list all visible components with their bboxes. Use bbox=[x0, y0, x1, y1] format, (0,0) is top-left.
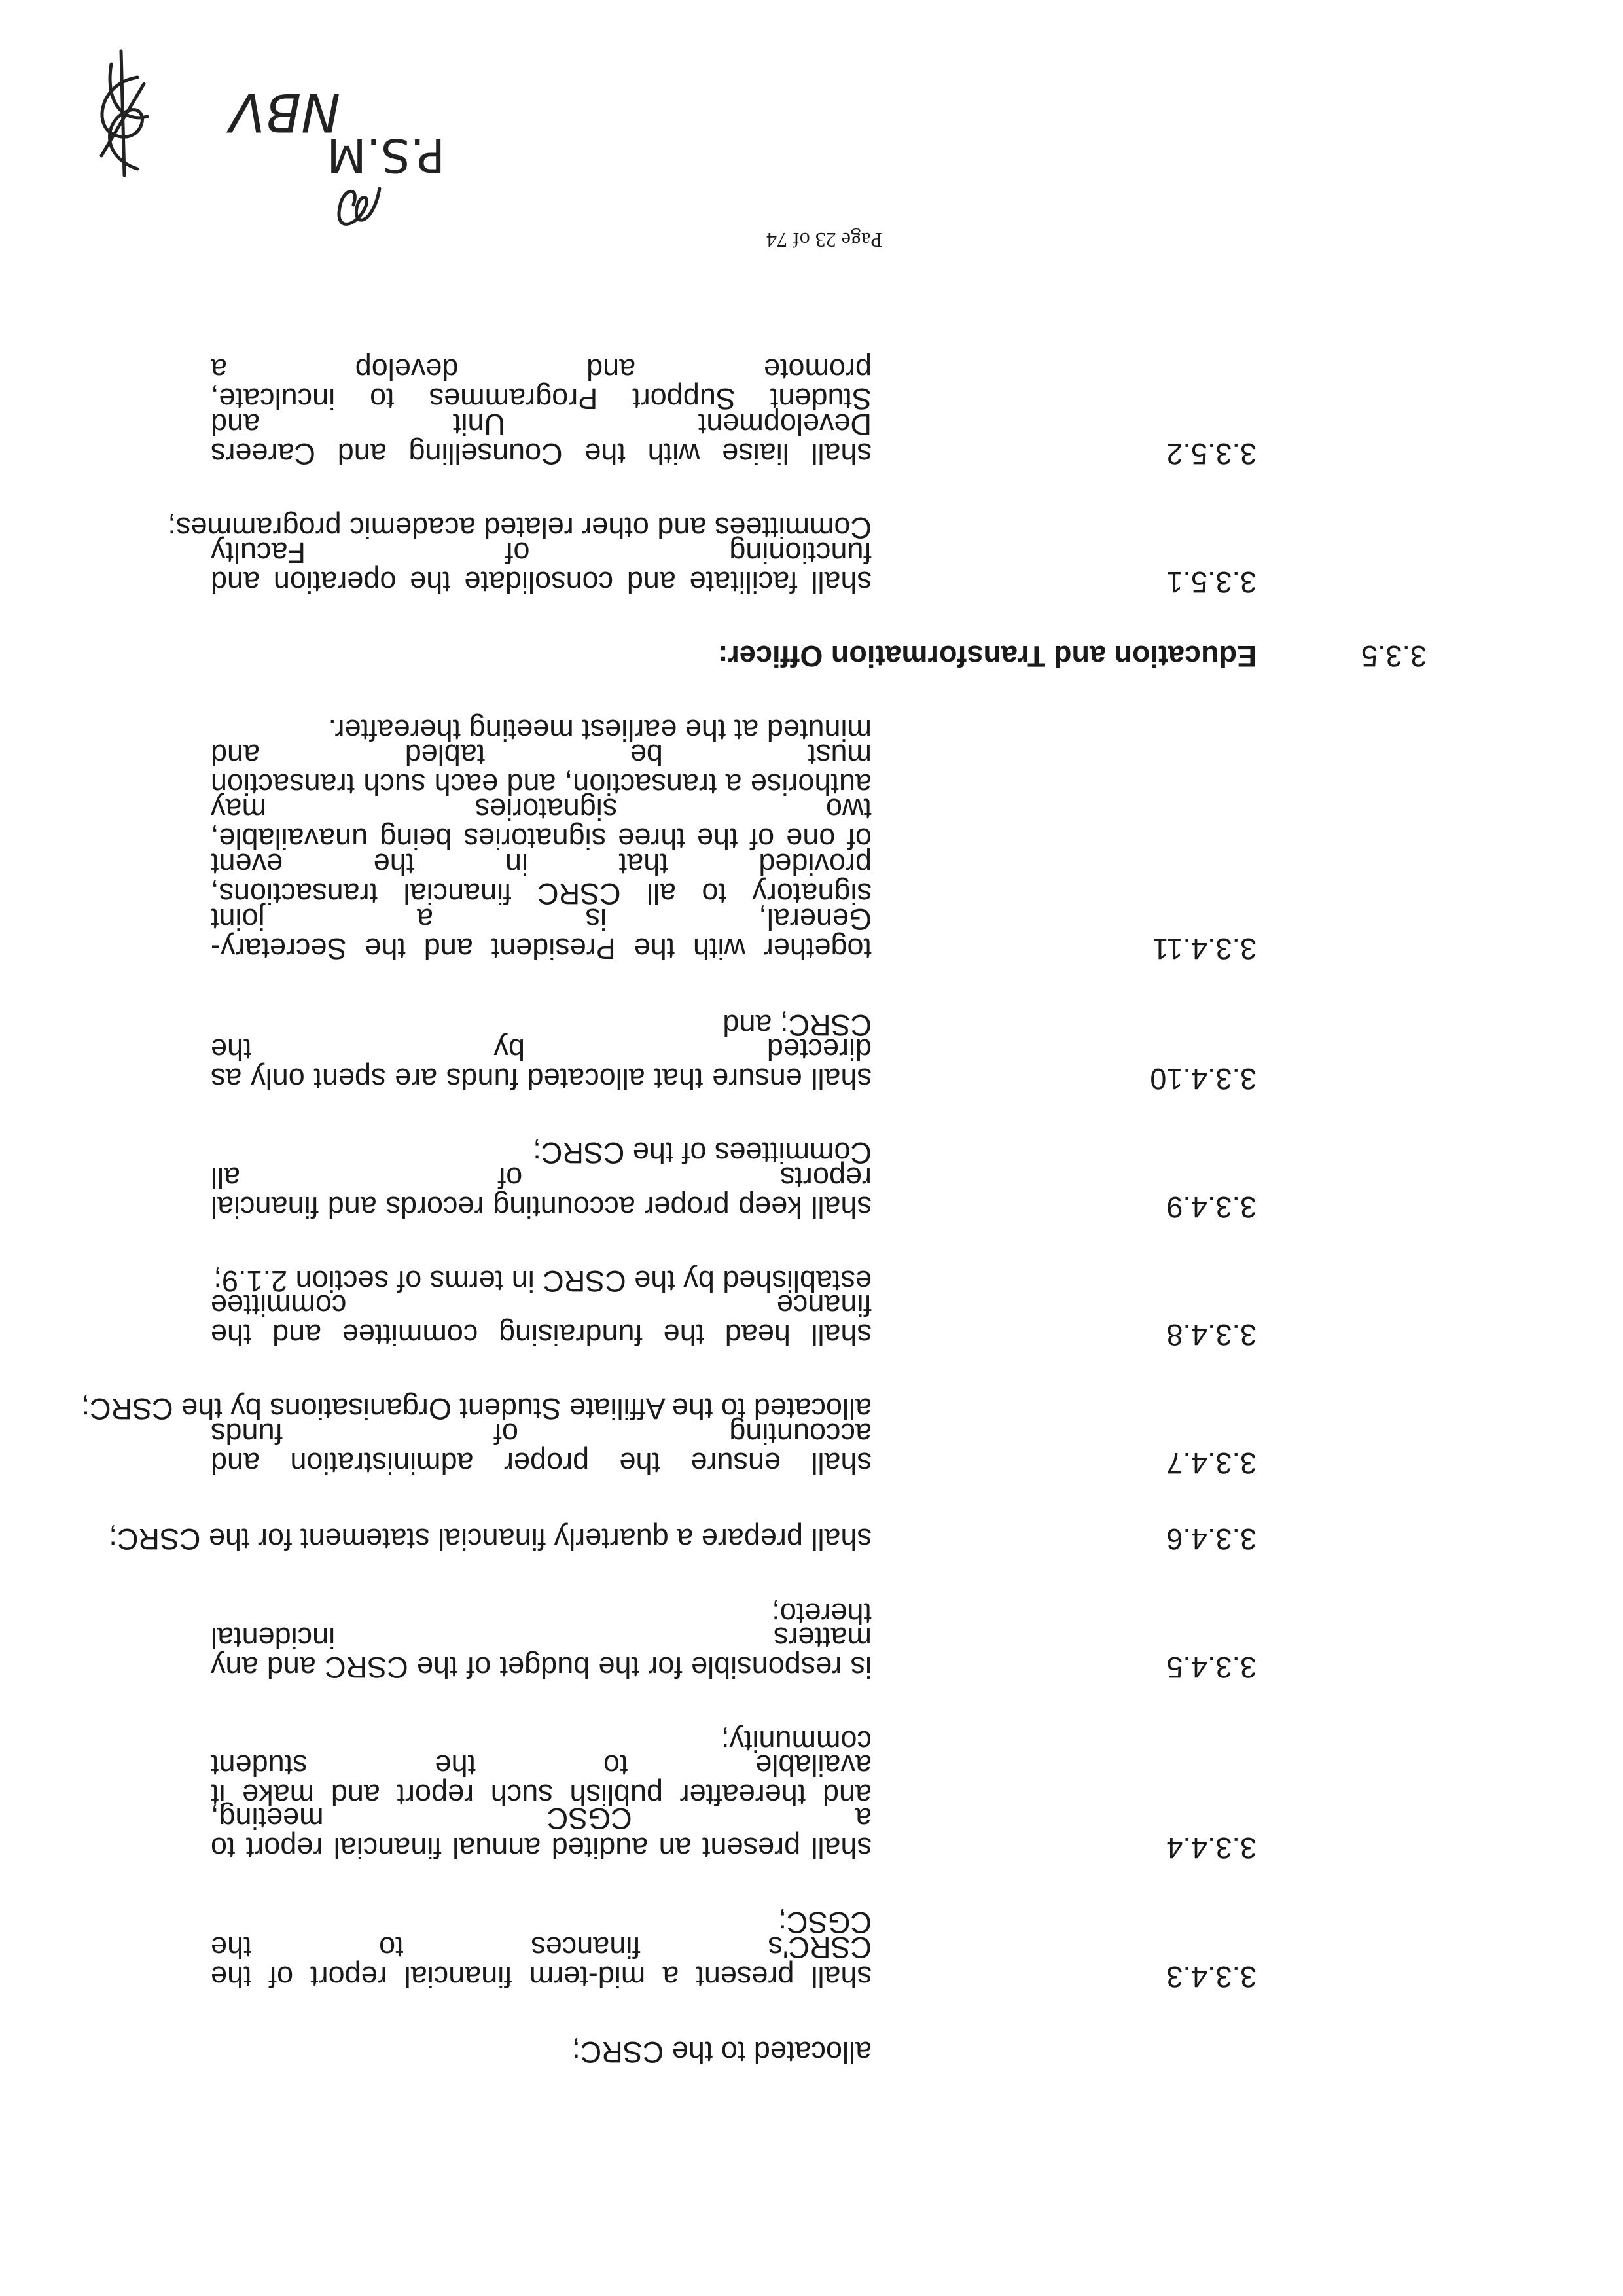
item-3-3-5-2-line-2: Student Support Programmes to inculcate, promote and develop a bbox=[211, 353, 872, 416]
item-3-3-4-5-line-2: thereto; bbox=[772, 1597, 872, 1630]
item-number-3-3-4-5: 3.3.4.5 bbox=[1166, 1651, 1257, 1684]
item-3-3-4-11-line-5: minuted at the earliest meeting thereafter. bbox=[328, 713, 872, 747]
page-number: Page 23 of 74 bbox=[766, 228, 882, 252]
item-3-3-4-6-line-1: shall prepare a quarterly financial statement for the CSRC; bbox=[109, 1522, 872, 1556]
item-3-3-4-8-line-2: established by the CSRC in terms of section 2.1.9; bbox=[213, 1265, 872, 1298]
item-3-3-5-1-line-2: Committees and other related academic programmes; bbox=[168, 511, 872, 545]
item-number-3-3-5-2: 3.3.5.2 bbox=[1166, 437, 1257, 471]
item-3-3-4-9-line-1: shall keep proper accounting records and financial reports of all bbox=[211, 1161, 872, 1224]
signature-scribble bbox=[85, 45, 164, 182]
section-title-3-3-5: Education and Transformation Officer: bbox=[718, 639, 1257, 673]
item-3-3-4-2-continuation: allocated to the CSRC; bbox=[572, 2036, 872, 2069]
initials-nbv: NBV bbox=[229, 82, 340, 143]
item-3-3-4-3-line-1: shall present a mid-term financial report of the CSRC's finances to the bbox=[211, 1931, 872, 1994]
item-number-3-3-4-4: 3.3.4.4 bbox=[1166, 1831, 1257, 1865]
item-number-3-3-4-11: 3.3.4.11 bbox=[1152, 932, 1257, 965]
item-3-3-4-5-line-1: is responsible for the budget of the CSRC and any matters incidental bbox=[211, 1621, 872, 1684]
item-3-3-4-11-line-4: authorise a transaction, and each such transaction must be tabled and bbox=[211, 738, 872, 801]
item-number-3-3-4-8: 3.3.4.8 bbox=[1166, 1318, 1257, 1352]
item-3-3-5-1-line-1: shall facilitate and consolidate the operation and functioning of Faculty bbox=[211, 536, 872, 599]
item-number-3-3-4-7: 3.3.4.7 bbox=[1166, 1446, 1257, 1480]
item-3-3-4-4-line-2: and thereafter publish such report and make it available to the student bbox=[211, 1749, 872, 1812]
item-3-3-4-10-line-1: shall ensure that allocated funds are spent only as directed by the bbox=[211, 1033, 872, 1096]
item-3-3-5-2-line-1: shall liaise with the Counselling and Careers Development Unit and bbox=[211, 408, 872, 471]
item-3-3-4-4-line-1: shall present an audited annual financial report to a CGSC meeting, bbox=[211, 1802, 872, 1865]
item-number-3-3-4-10: 3.3.4.10 bbox=[1150, 1062, 1257, 1096]
item-3-3-4-7-line-1: shall ensure the proper administration and accounting of funds bbox=[211, 1417, 872, 1480]
item-3-3-4-11-line-1: together with the President and the Secretary-General, is a joint bbox=[211, 903, 872, 965]
item-number-3-3-4-9: 3.3.4.9 bbox=[1166, 1191, 1257, 1224]
initial-scribble bbox=[321, 172, 393, 244]
section-number-3-3-5: 3.3.5 bbox=[1361, 639, 1427, 673]
item-3-3-4-10-line-2: CSRC; and bbox=[722, 1009, 872, 1042]
initials-psm: P.S.M bbox=[327, 128, 445, 182]
item-3-3-4-3-line-2: CGSC; bbox=[778, 1906, 872, 1939]
item-3-3-4-11-line-2: signatory to all CSRC financial transactions, provided that in the event bbox=[211, 848, 872, 910]
item-3-3-4-4-line-3: community; bbox=[721, 1725, 872, 1758]
item-3-3-4-9-line-2: Committees of the CSRC; bbox=[533, 1136, 872, 1170]
item-number-3-3-4-3: 3.3.4.3 bbox=[1166, 1960, 1257, 1994]
item-number-3-3-4-6: 3.3.4.6 bbox=[1166, 1522, 1257, 1556]
item-3-3-4-8-line-1: shall head the fundraising committee and the finance committee bbox=[211, 1289, 872, 1352]
item-number-3-3-5-1: 3.3.5.1 bbox=[1166, 565, 1257, 599]
item-3-3-4-11-line-3: of one of the three signatories being unavailable, two signatories may bbox=[211, 793, 872, 855]
item-3-3-4-7-line-2: allocated to the Affiliate Student Organisations by the CSRC; bbox=[81, 1392, 872, 1426]
